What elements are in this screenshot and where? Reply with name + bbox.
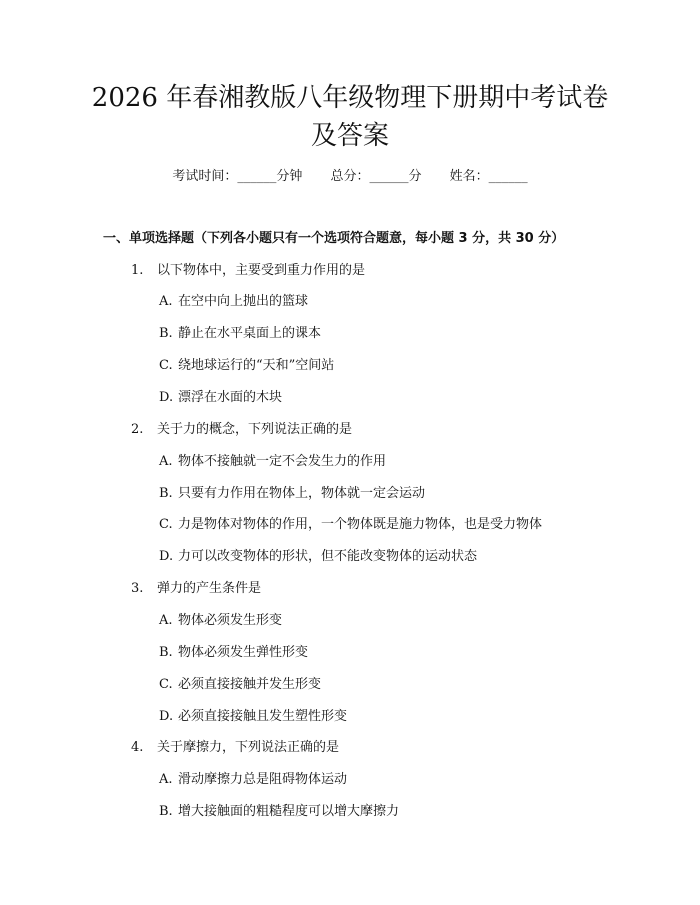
question-2 [131,420,352,440]
option-3b [159,643,308,663]
option-4b [159,802,399,822]
option-letter: A. [159,454,173,469]
option-text: 必须直接接触并发生形变 [178,677,322,692]
option-letter: C. [159,517,173,532]
question-text: 关于摩擦力，下列说法正确的是 [157,740,340,755]
question-number: 1. [131,263,144,278]
question-number: 3. [131,581,144,596]
option-text: 物体必须发生弹性形变 [178,645,309,660]
option-2a [159,452,386,472]
option-3d [159,707,347,727]
section-heading: 一、单项选择题（下列各小题只有一个选项符合题意，每小题 3 分，共 30 分） [103,231,565,246]
option-3c [159,675,321,695]
option-text: 在空中向上抛出的篮球 [178,294,309,309]
option-1a [159,292,308,312]
exam-meta [0,167,700,187]
option-text: 增大接触面的粗糙程度可以增大摩擦力 [178,804,400,819]
question-text: 弹力的产生条件是 [157,581,262,596]
question-number: 4. [131,740,144,755]
option-2b [159,484,425,504]
option-text: 绕地球运行的“天和”空间站 [178,358,335,373]
option-text: 力可以改变物体的形状，但不能改变物体的运动状态 [178,549,478,564]
option-letter: D. [159,390,174,405]
option-2d [159,547,477,567]
option-text: 物体必须发生形变 [178,613,283,628]
option-letter: B. [159,326,173,341]
option-letter: C. [159,358,173,373]
option-1b [159,324,321,344]
option-text: 静止在水平桌面上的课本 [178,326,322,341]
option-letter: B. [159,645,173,660]
option-letter: B. [159,804,173,819]
option-1d [159,388,282,408]
question-3 [131,579,261,599]
question-1 [131,261,365,281]
question-text: 关于力的概念，下列说法正确的是 [157,422,353,437]
option-3a [159,611,282,631]
option-text: 物体不接触就一定不会发生力的作用 [178,454,387,469]
option-text: 漂浮在水面的木块 [178,390,283,405]
option-text: 力是物体对物体的作用，一个物体既是施力物体，也是受力物体 [178,517,543,532]
option-text: 只要有力作用在物体上，物体就一定会运动 [178,486,426,501]
question-text: 以下物体中，主要受到重力作用的是 [157,263,366,278]
page-title-continued: 及答案 [310,121,389,151]
question-number: 2. [131,422,144,437]
option-text: 必须直接接触且发生塑性形变 [178,709,348,724]
option-2c [159,515,542,535]
page-title: 2026 年春湘教版八年级物理下册期中考试卷 [91,83,609,113]
option-letter: D. [159,549,174,564]
option-text: 滑动摩擦力总是阻碍物体运动 [178,772,348,787]
total-score: 总分：______分 [330,169,422,184]
exam-time: 考试时间：______分钟 [172,169,303,184]
option-letter: A. [159,772,173,787]
question-4 [131,738,339,758]
option-letter: B. [159,486,173,501]
option-letter: A. [159,294,173,309]
option-4a [159,770,347,790]
option-1c [159,356,334,376]
option-letter: D. [159,709,174,724]
option-letter: A. [159,613,173,628]
student-name: 姓名：______ [449,169,528,184]
option-letter: C. [159,677,173,692]
